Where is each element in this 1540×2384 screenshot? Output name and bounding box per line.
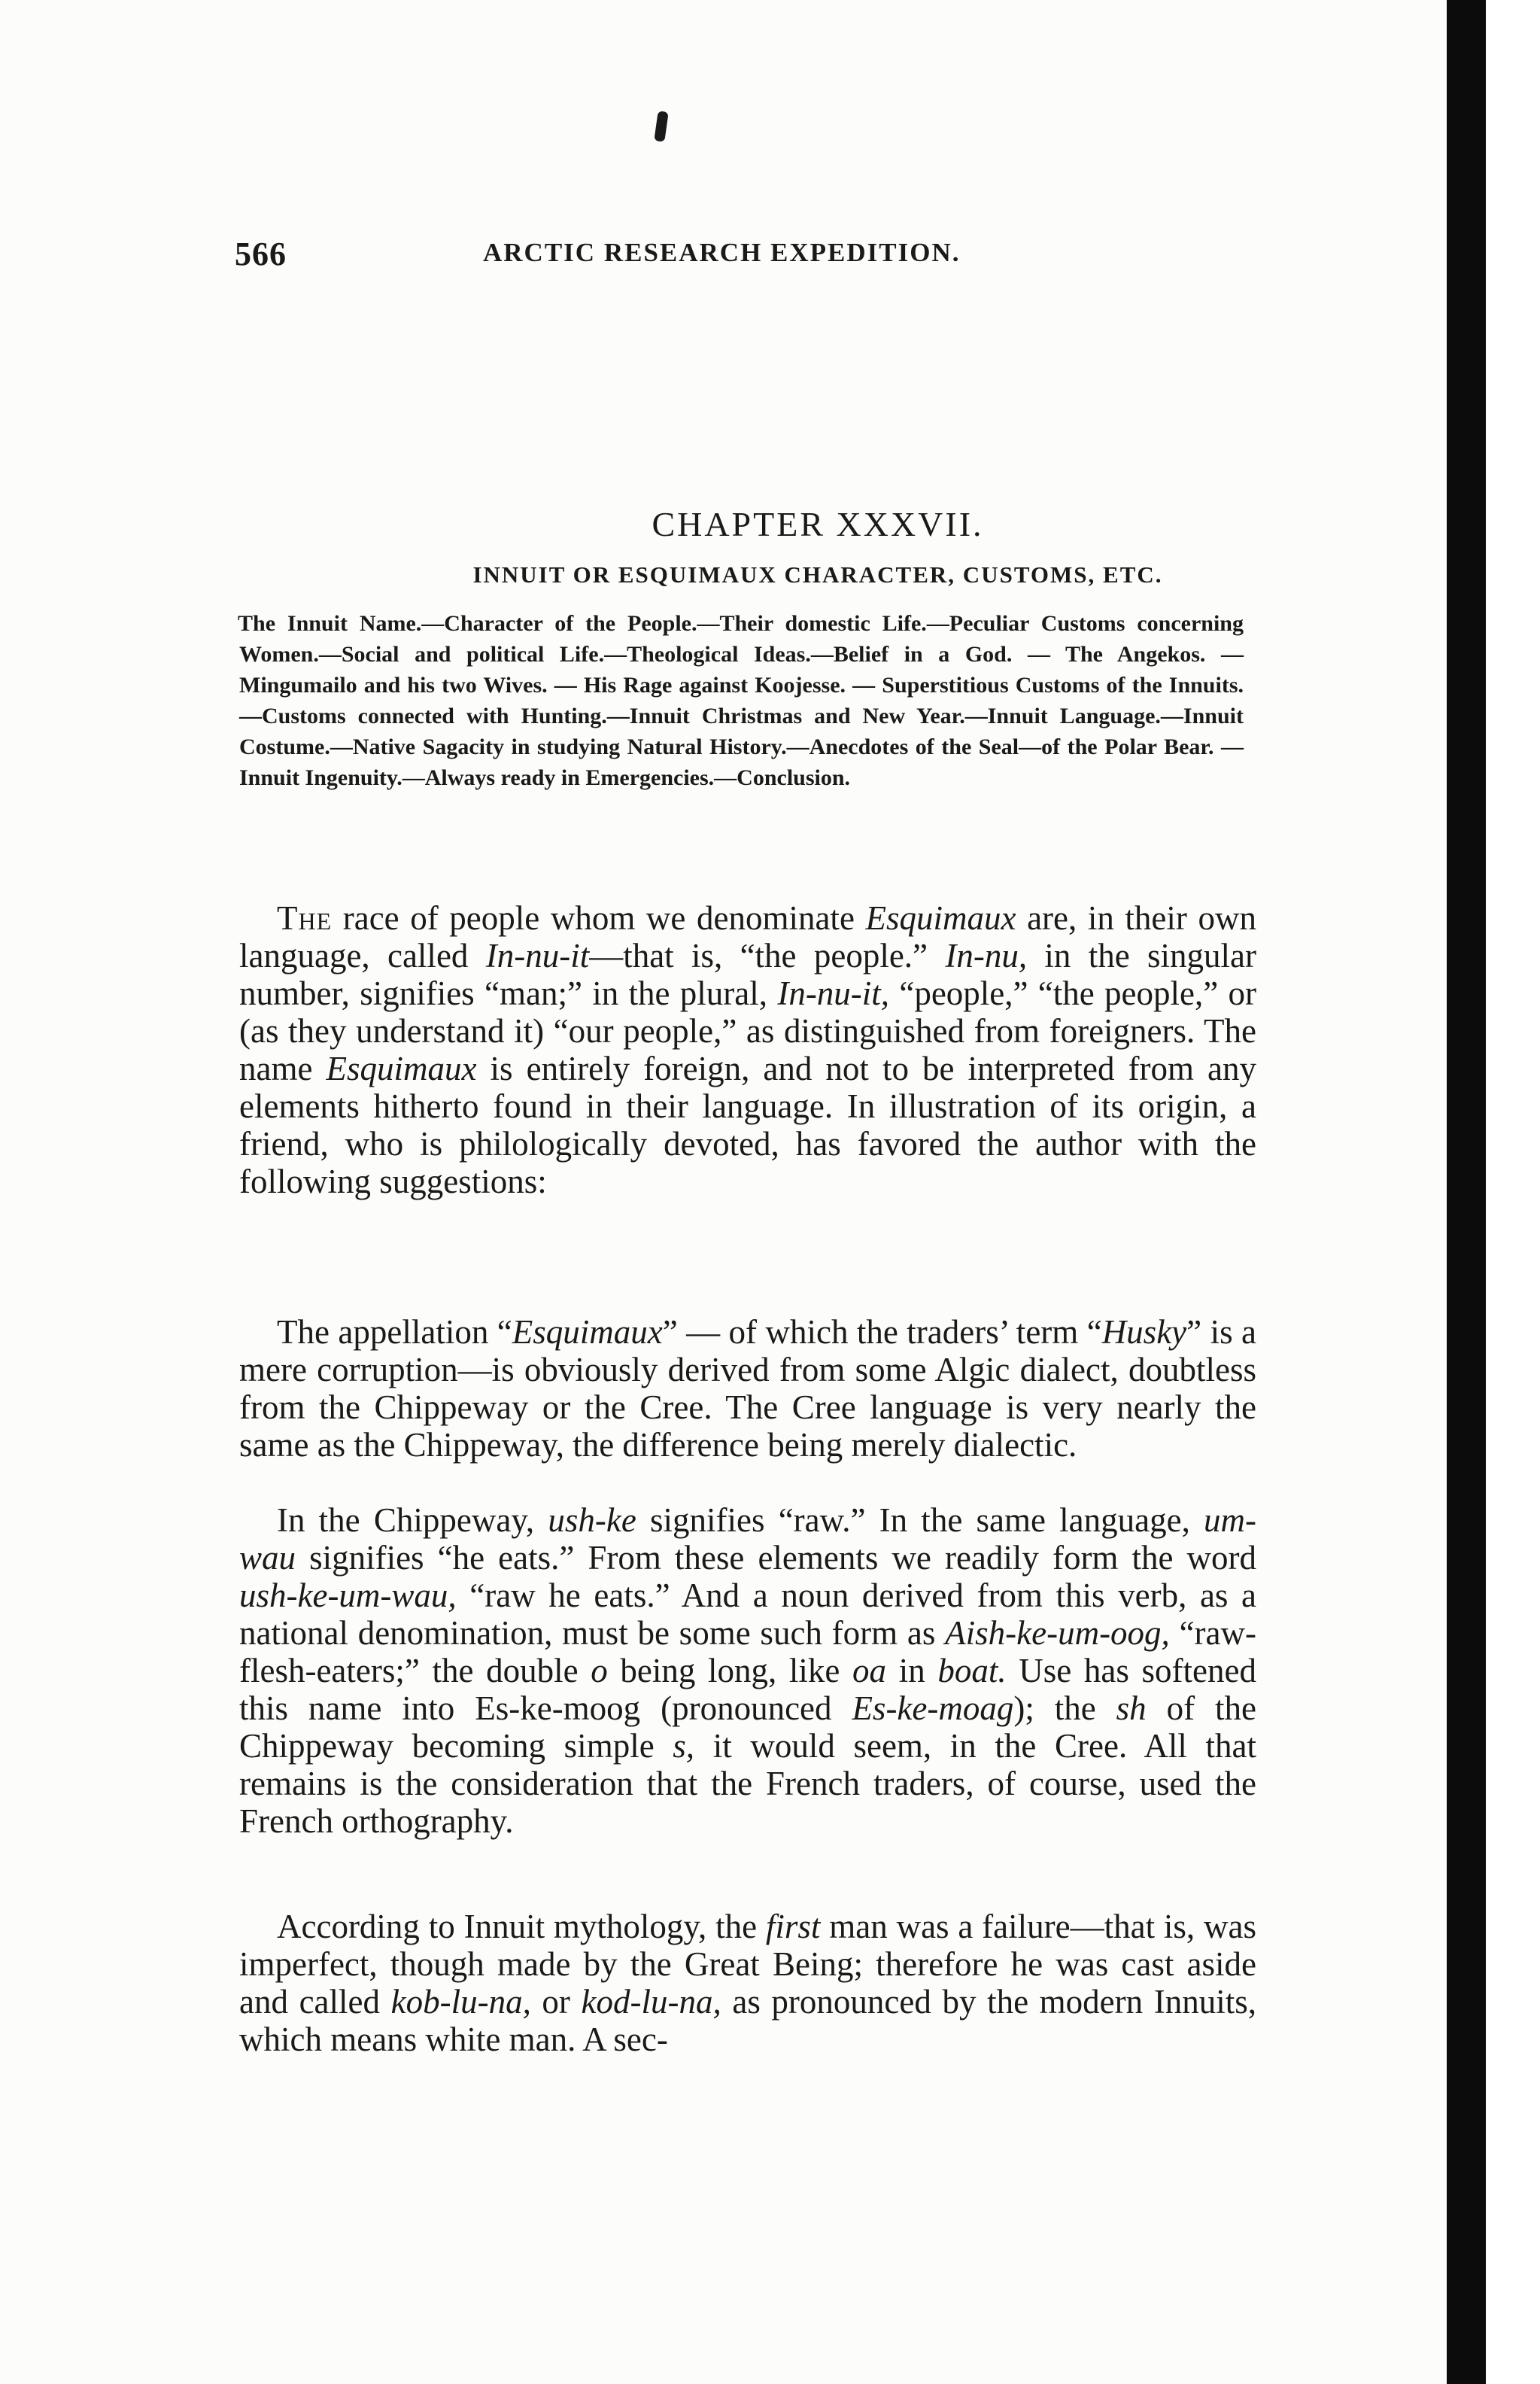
text-run: are, in their own language, called — [239, 899, 1256, 975]
text-run: In the Chippeway, — [277, 1501, 548, 1539]
text-run: of the Chippeway becoming simple — [239, 1689, 1256, 1765]
text-run: “raw-flesh-eaters;” the double — [239, 1614, 1256, 1689]
paragraph-mythology — [239, 1908, 1256, 2058]
text-run: ” is a mere corruption—is obviously derived from some Algic dialect, doubtless from the Chippeway or the Cree. The Cree language is very nearly the same as the Chippeway, the difference being merely dialectic. — [239, 1313, 1256, 1464]
text-run: in the singular number, signifies “man;” in the plural, — [239, 937, 1256, 1012]
italic-term: Aish-ke-um-oog, — [945, 1614, 1170, 1652]
chapter-synopsis: The Innuit Name.—Character of the People.—Their domestic Life.—Peculiar Customs concerning Women.—Social and political Life.—Theological Ideas.—Belief in a God. — The Angekos. — Mingumailo and his two Wives. — His Rage against Koojesse. — Superstitious Customs of the Innuits.—Customs connected with Hunting.—Innuit Christmas and New Year.—Innuit Language.—Innuit Costume.—Native Sagacity in studying Natural History.—Anecdotes of the Seal—of the Polar Bear. — Innuit Ingenuity.—Always ready in Emergencies.—Conclusion. — [238, 611, 1244, 790]
running-head — [235, 235, 1401, 280]
italic-term: sh — [1116, 1689, 1147, 1727]
text-run: as pronounced by the modern Innuits, which means white man. A sec- — [239, 1983, 1256, 2058]
italic-term: boat. — [937, 1652, 1007, 1689]
lead-word: The — [277, 899, 333, 937]
chapter-title: CHAPTER XXXVII. — [652, 505, 984, 543]
text-run: man was a failure—that is, was imperfect, though made by the Great Being; therefore he was cast aside and called — [239, 1908, 1256, 2021]
italic-term: um-wau — [239, 1501, 1256, 1577]
binding-shadow-bar — [1447, 0, 1486, 2384]
text-run: or — [530, 1983, 582, 2021]
italic-term: In-nu-it — [485, 937, 590, 975]
running-title: ARCTIC RESEARCH EXPEDITION. — [483, 238, 961, 267]
italic-term: kod-lu-na, — [581, 1983, 721, 2021]
italic-term: Esquimaux — [865, 899, 1016, 937]
page-number: 566 — [235, 236, 287, 272]
italic-term: Esquimaux — [326, 1050, 477, 1087]
italic-term: s, — [673, 1727, 695, 1765]
text-run: it would seem, in the Cree. All that remains is the consideration that the French traders, of course, used the French orthography. — [239, 1727, 1256, 1840]
italic-term: ush-ke — [548, 1501, 636, 1539]
text-run: The appellation “ — [277, 1313, 512, 1351]
italic-term: In-nu, — [945, 937, 1028, 975]
text-run: “people,” “the people,” or (as they understand it) “our people,” as distinguished from foreigners. The name — [239, 975, 1256, 1087]
text-run: “raw he eats.” And a noun derived from this verb, as a national denomination, must be some such form as — [239, 1577, 1256, 1652]
text-run: —that is, “the people.” — [589, 937, 946, 975]
italic-term: first — [765, 1908, 821, 1945]
italic-term: In-nu-it, — [777, 975, 890, 1012]
text-run: Use has softened this name into Es-ke-moog (pronounced — [239, 1652, 1256, 1727]
italic-term: ush-ke-um-wau, — [239, 1577, 457, 1614]
italic-term: Husky — [1101, 1313, 1187, 1351]
chapter-subtitle: INNUIT OR ESQUIMAUX CHARACTER, CUSTOMS, ETC. — [472, 561, 1163, 588]
text-run: being long, like — [607, 1652, 853, 1689]
italic-term: oa — [852, 1652, 887, 1689]
italic-term: o — [591, 1652, 608, 1689]
text-run: ” — of which the traders’ term “ — [662, 1313, 1102, 1351]
text-run: in — [886, 1652, 938, 1689]
paragraph-appellation — [239, 1313, 1256, 1464]
ink-speck — [654, 111, 668, 142]
italic-term: Esquimaux — [512, 1313, 663, 1351]
text-run: signifies “he eats.” From these elements we readily form the word — [296, 1539, 1256, 1577]
text-run: race of people whom we denominate — [332, 899, 866, 937]
text-run: is entirely foreign, and not to be interpreted from any elements hitherto found in their language. In illustration of its origin, a friend, who is philologically devoted, has favored the author with the following suggestions: — [239, 1050, 1256, 1200]
page-edge-margin — [1487, 0, 1540, 2384]
italic-term: kob-lu-na, — [390, 1983, 531, 2021]
italic-term: Es-ke-moag — [852, 1689, 1014, 1727]
paragraph-chippeway — [239, 1501, 1256, 1840]
paragraph-innuit-name — [239, 899, 1256, 1200]
text-run: signifies “raw.” In the same language, — [636, 1501, 1204, 1539]
text-run: ); the — [1013, 1689, 1116, 1727]
text-run: According to Innuit mythology, the — [277, 1908, 766, 1945]
